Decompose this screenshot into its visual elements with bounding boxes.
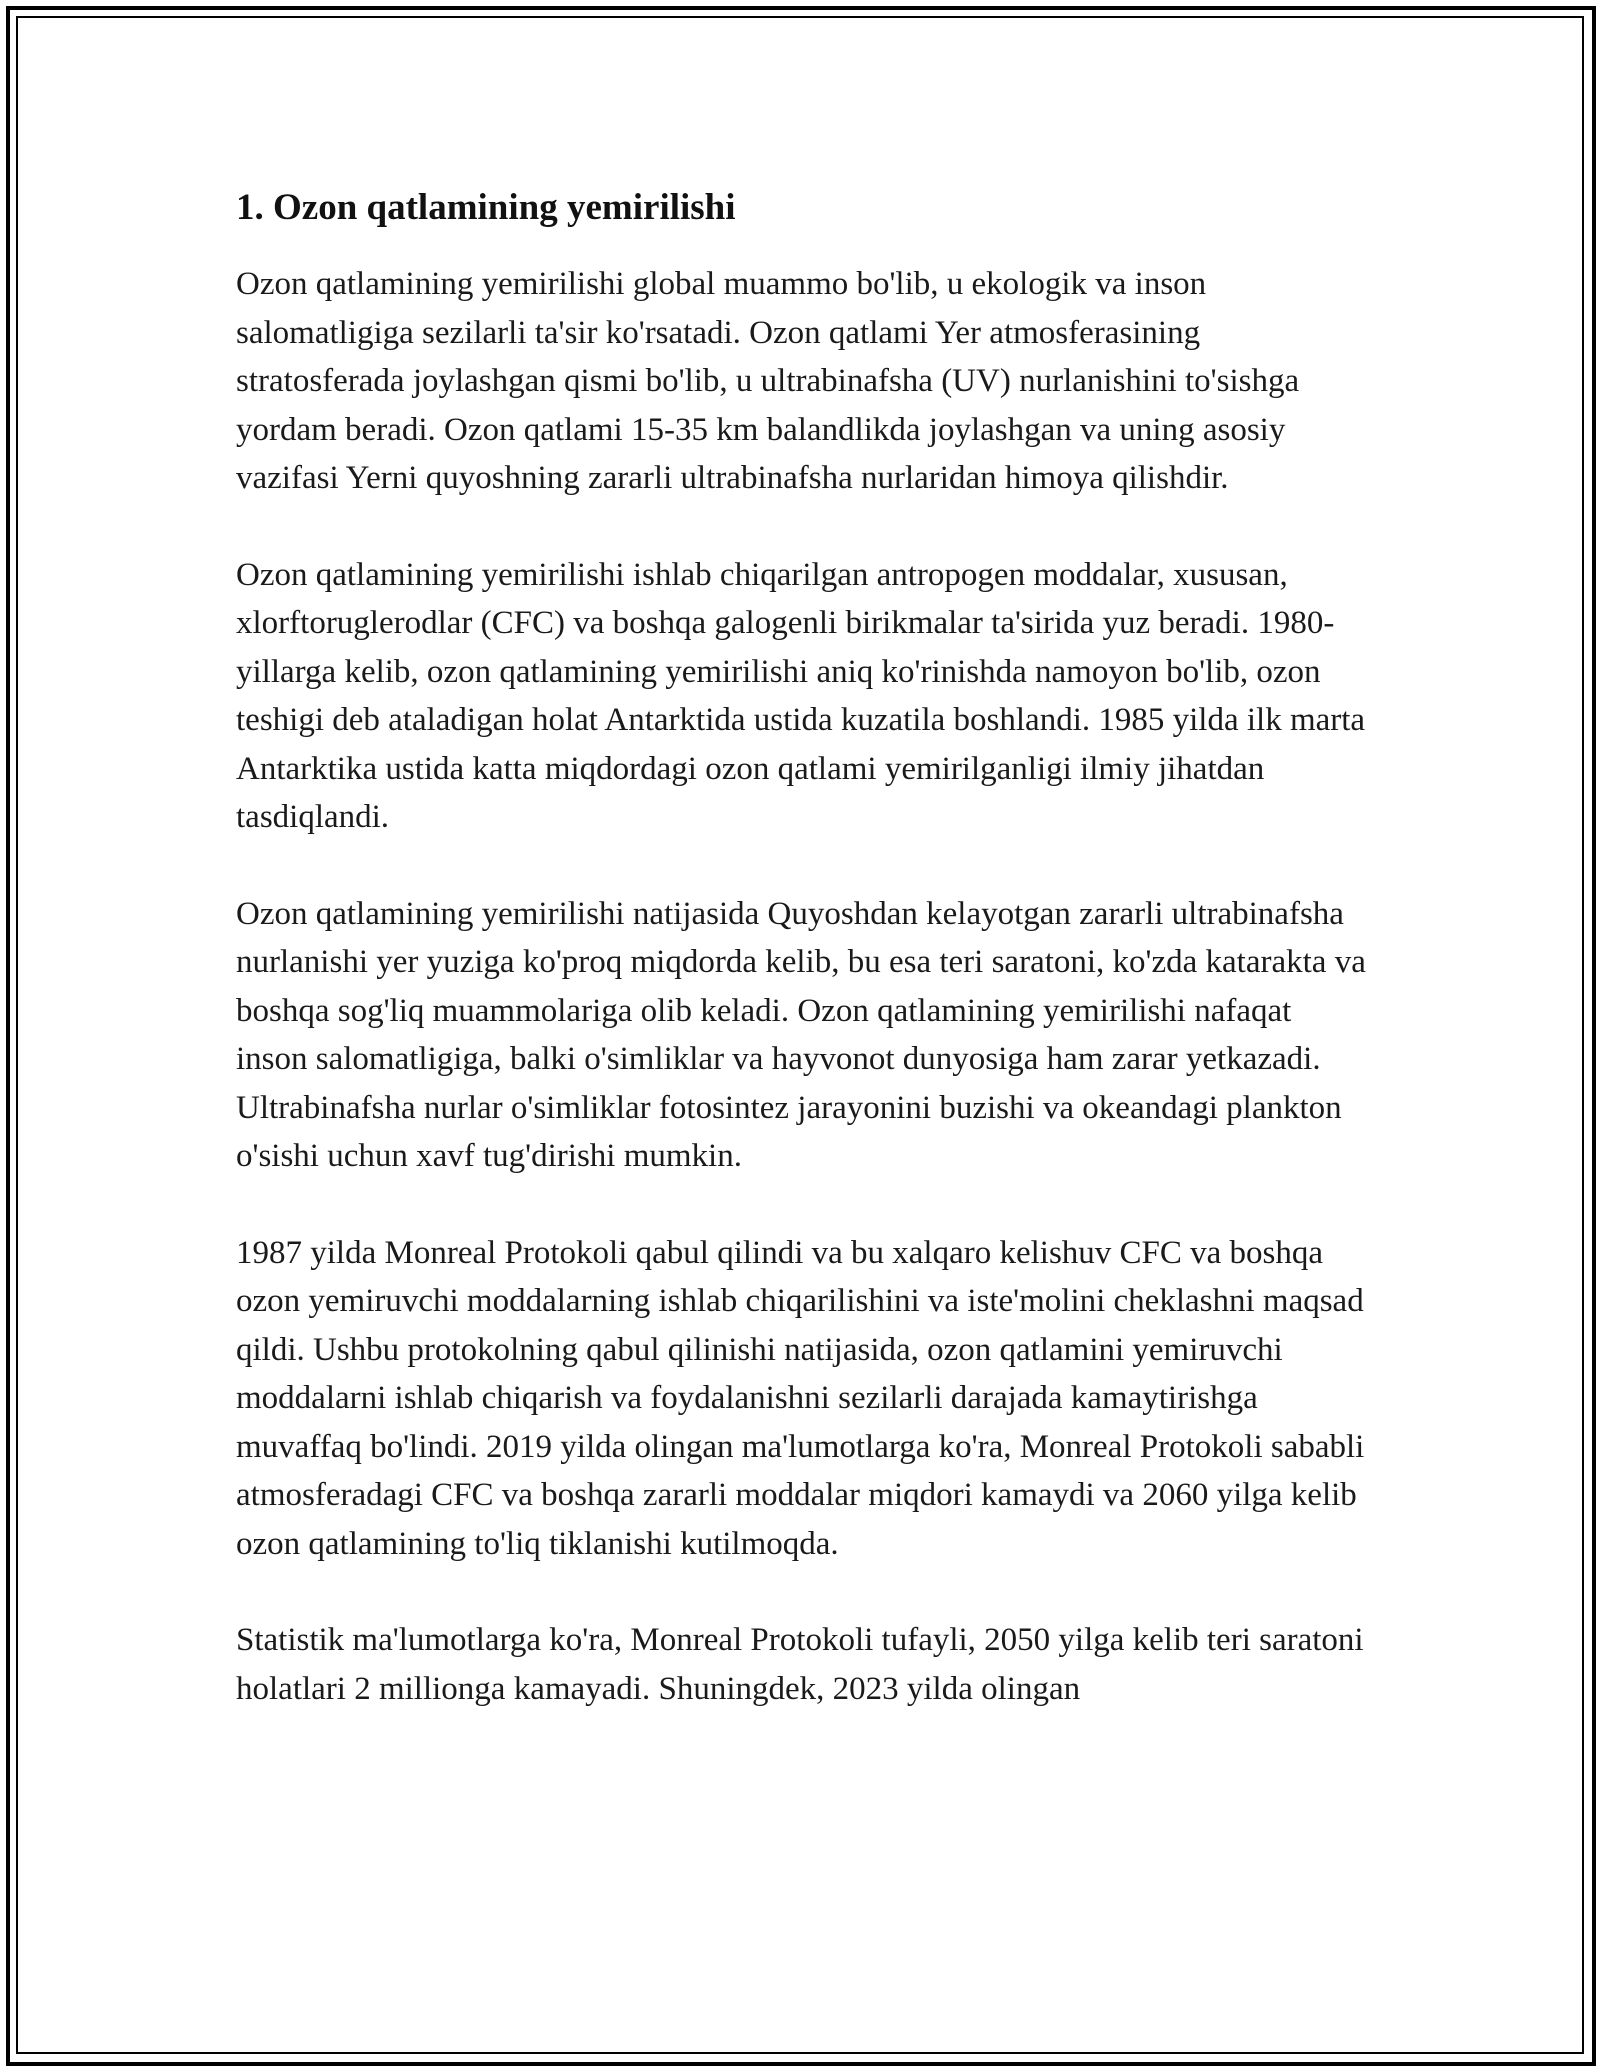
paragraph-5: Statistik ma'lumotlarga ko'ra, Monreal Protokoli tufayli, 2050 yilga kelib teri saratoni holatlari 2 millionga kamayadi. Shuningdek, 2023 yilda olingan xyxy=(236,1622,1364,1707)
paragraph-4: 1987 yilda Monreal Protokoli qabul qilindi va bu xalqaro kelishuv CFC va boshqa ozon yemiruvchi moddalarning ishlab chiqarilishini va iste'molini cheklashni maqsad qildi. Ushbu protokolning qabul qilinishi natijasida, ozon qatlamini yemiruvchi moddalarni ishlab chiqarish va foydalanishni sezilarli darajada kamaytirishga muvaffaq bo'lindi. 2019 yilda olingan ma'lumotlarga ko'ra, Monreal Protokoli sababli atmosferadagi CFC va boshqa zararli moddalar miqdori kamaydi va 2060 yilga kelib ozon qatlamining to'liq tiklanishi kutilmoqda. xyxy=(236,1234,1365,1562)
paragraph-3: Ozon qatlamining yemirilishi natijasida Quyoshdan kelayotgan zararli ultrabinafsha nurlanishi yer yuziga ko'proq miqdorda kelib, bu esa teri saratoni, ko'zda katarakta va boshqa sog'liq muammolariga olib keladi. Ozon qatlamining yemirilishi nafaqat inson salomatligiga, balki o'simliklar va hayvonot dunyosiga ham zarar yetkazadi. Ultrabinafsha nurlar o'simliklar fotosintez jarayonini buzishi va okeandagi plankton o'sishi uchun xavf tug'dirishi mumkin. xyxy=(236,895,1366,1174)
paragraph-2: Ozon qatlamining yemirilishi ishlab chiqarilgan antropogen moddalar, xususan, xlorftoruglerodlar (CFC) va boshqa galogenli birikmalar ta'sirida yuz beradi. 1980-yillarga kelib, ozon qatlamining yemirilishi aniq ko'rinishda namoyon bo'lib, ozon teshigi deb ataladigan holat Antarktida ustida kuzatila boshlandi. 1985 yilda ilk marta Antarktika ustida katta miqdordagi ozon qatlami yemirilganligi ilmiy jihatdan tasdiqlandi. xyxy=(236,556,1366,835)
document-page xyxy=(236,180,1366,1761)
section-heading: 1. Ozon qatlamining yemirilishi xyxy=(236,187,736,228)
paragraph-1: Ozon qatlamining yemirilishi global muammo bo'lib, u ekologik va inson salomatligiga sezilarli ta'sir ko'rsatadi. Ozon qatlami Yer atmosferasining stratosferada joylashgan qismi bo'lib, u ultrabinafsha (UV) nurlanishini to'sishga yordam beradi. Ozon qatlami 15-35 km balandlikda joylashgan va uning asosiy vazifasi Yerni quyoshning zararli ultrabinafsha nurlaridan himoya qilishdir. xyxy=(236,266,1300,496)
